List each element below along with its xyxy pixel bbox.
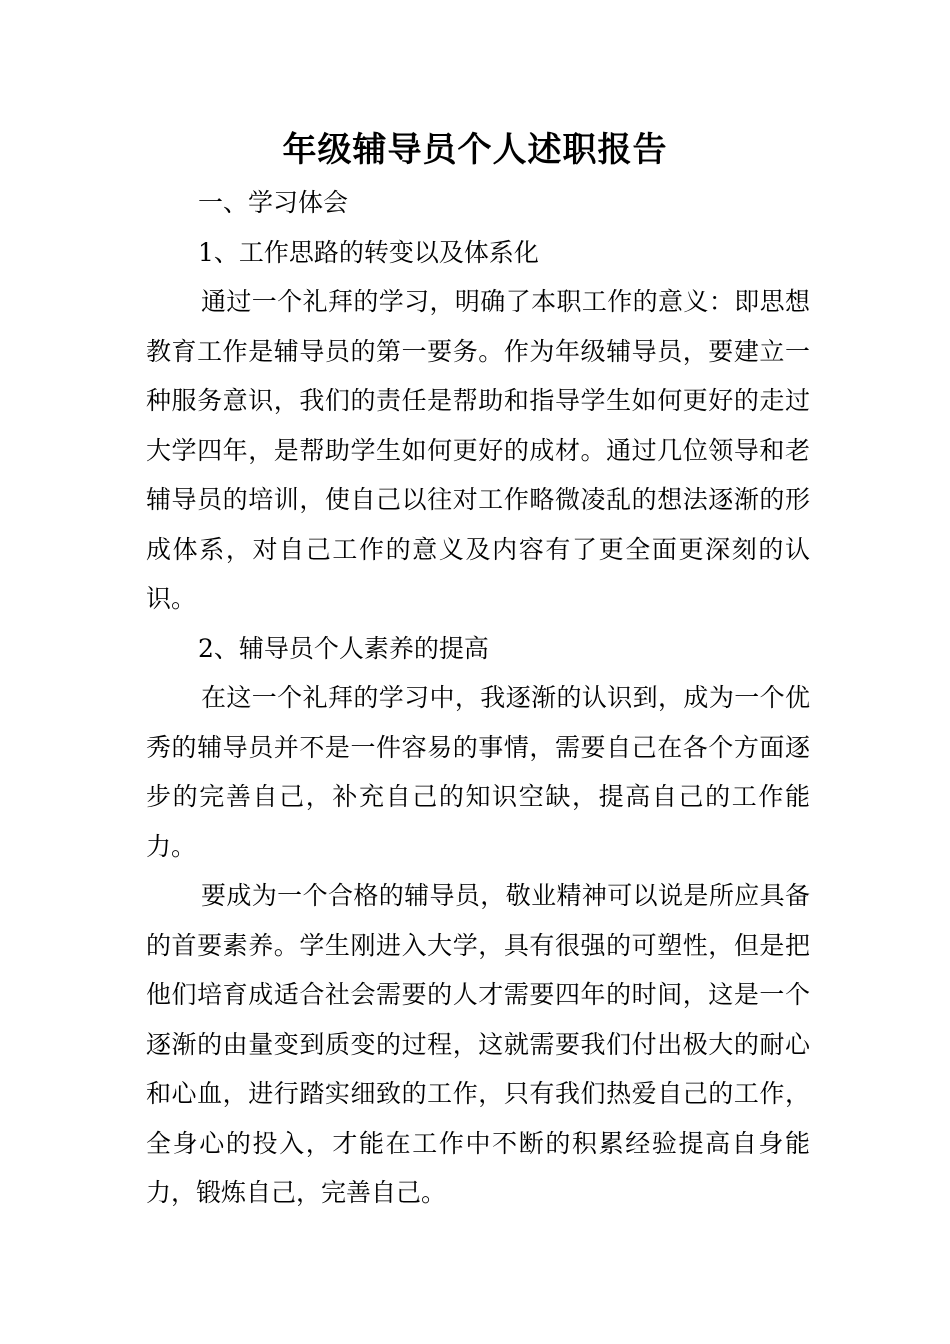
subsection-heading: 2、辅导员个人素养的提高 — [198, 633, 489, 663]
document-title: 年级辅导员个人述职报告 — [282, 130, 668, 170]
body-paragraph: 通过一个礼拜的学习，明确了本职工作的意义：即思想教育工作是辅导员的第一要务。作为年级辅导员，要建立一种服务意识，我们的责任是帮助和指导学生如何更好的走过大学四年，是帮助学生如何更好的成材。通过几位领导和老辅导员的培训，使自己以往对工作略微凌乱的想法逐渐的形成体系，对自己工作的意义及内容有了更全面更深刻的认识。 — [146, 287, 810, 613]
section-heading: 一、学习体会 — [198, 188, 349, 217]
body-paragraph: 要成为一个合格的辅导员，敬业精神可以说是所应具备的首要素养。学生刚进入大学，具有很强的可塑性，但是把他们培育成适合社会需要的人才需要四年的时间，这是一个逐渐的由量变到质变的过程，这就需要我们付出极大的耐心和心血，进行踏实细致的工作，只有我们热爱自己的工作，全身心的投入，才能在工作中不断的积累经验提高自身能力，锻炼自己，完善自己。 — [146, 881, 810, 1207]
body-paragraph: 在这一个礼拜的学习中，我逐渐的认识到，成为一个优秀的辅导员并不是一件容易的事情，需要自己在各个方面逐步的完善自己，补充自己的知识空缺，提高自己的工作能力。 — [146, 683, 810, 861]
document-body — [146, 178, 810, 1218]
subsection-heading: 1、工作思路的转变以及体系化 — [198, 237, 539, 267]
